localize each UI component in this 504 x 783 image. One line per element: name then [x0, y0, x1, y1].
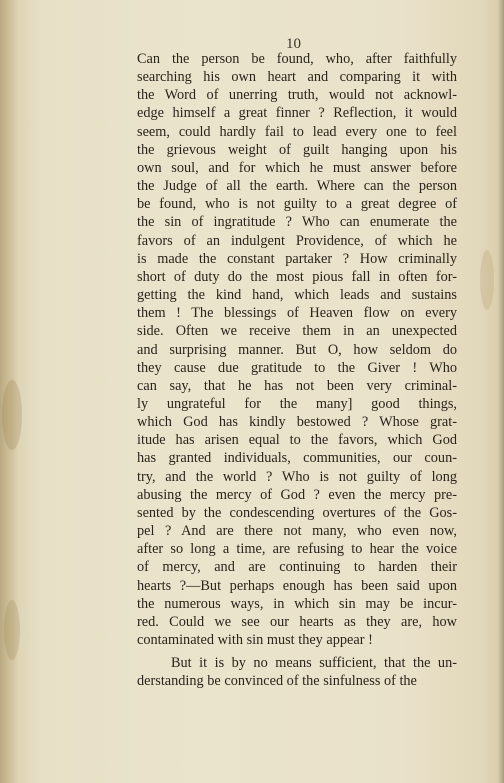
text-line: favors of an indulgent Providence, of which he: [137, 232, 457, 249]
text-line: side. Often we receive them in an unexpected: [137, 323, 457, 340]
text-line: them ! The blessings of Heaven flow on every: [137, 305, 457, 322]
text-line: which God has kindly bestowed ? Whose grat-: [137, 414, 457, 431]
text-line: the Judge of all the earth. Where can the person: [137, 178, 457, 195]
text-line: the sin of ingratitude ? Who can enumerate the: [137, 214, 457, 231]
text-line: the grievous weight of guilt hanging upon his: [137, 141, 457, 158]
text-line: the numerous ways, in which sin may be incur-: [137, 595, 457, 612]
text-line: ly ungrateful for the many] good things,: [137, 395, 457, 412]
text-line: seem, could hardly fail to lead every one to feel: [137, 123, 457, 140]
text-line: derstanding be convinced of the sinfulness of the: [137, 673, 417, 690]
foxing-stain: [4, 600, 20, 660]
page-number: 10: [286, 36, 301, 52]
text-line: the Word of unerring truth, would not acknowl-: [137, 87, 457, 104]
text-line: red. Could we see our hearts as they are, how: [137, 613, 457, 630]
text-line: own soul, and for which he must answer before: [137, 159, 457, 176]
text-line: sented by the condescending overtures of the Gos-: [137, 504, 457, 521]
text-line: abusing the mercy of God ? even the mercy pre-: [137, 486, 457, 503]
text-line: searching his own heart and comparing it with: [137, 69, 457, 86]
text-line: is made the constant partaker ? How criminally: [137, 250, 457, 267]
text-line: But it is by no means sufficient, that the un-: [171, 655, 457, 672]
text-line: getting the kind hand, which leads and sustains: [137, 287, 457, 304]
text-line: can say, that he has not been very criminal-: [137, 377, 457, 394]
text-line: Can the person be found, who, after faithfully: [137, 51, 457, 67]
text-line: and surprising manner. But O, how seldom do: [137, 341, 457, 358]
foxing-stain: [480, 250, 494, 310]
text-line: short of duty do the most pious fall in often for-: [137, 268, 457, 285]
body-text: [137, 50, 457, 690]
text-line: of mercy, and are continuing to harden their: [137, 559, 457, 576]
text-line: they cause due gratitude to the Giver ! Who: [137, 359, 457, 376]
page-edge-right: [498, 0, 504, 783]
text-line: contaminated with sin must they appear !: [137, 632, 373, 648]
text-line: pel ? And are there not many, who even now,: [137, 523, 457, 540]
text-line: has granted individuals, communities, our coun-: [137, 450, 457, 467]
text-line: hearts ?—But perhaps enough has been said upon: [137, 577, 457, 594]
text-line: edge himself a great finner ? Reflection, it would: [137, 105, 457, 122]
text-line: itude has arisen equal to the favors, which God: [137, 432, 457, 449]
text-line: be found, who is not guilty to a great degree of: [137, 196, 457, 213]
paragraph: [137, 654, 457, 690]
foxing-stain: [2, 380, 22, 450]
text-line: try, and the world ? Who is not guilty of long: [137, 468, 457, 485]
text-line: after so long a time, are refusing to hear the voice: [137, 541, 457, 558]
paragraph: [137, 50, 457, 649]
